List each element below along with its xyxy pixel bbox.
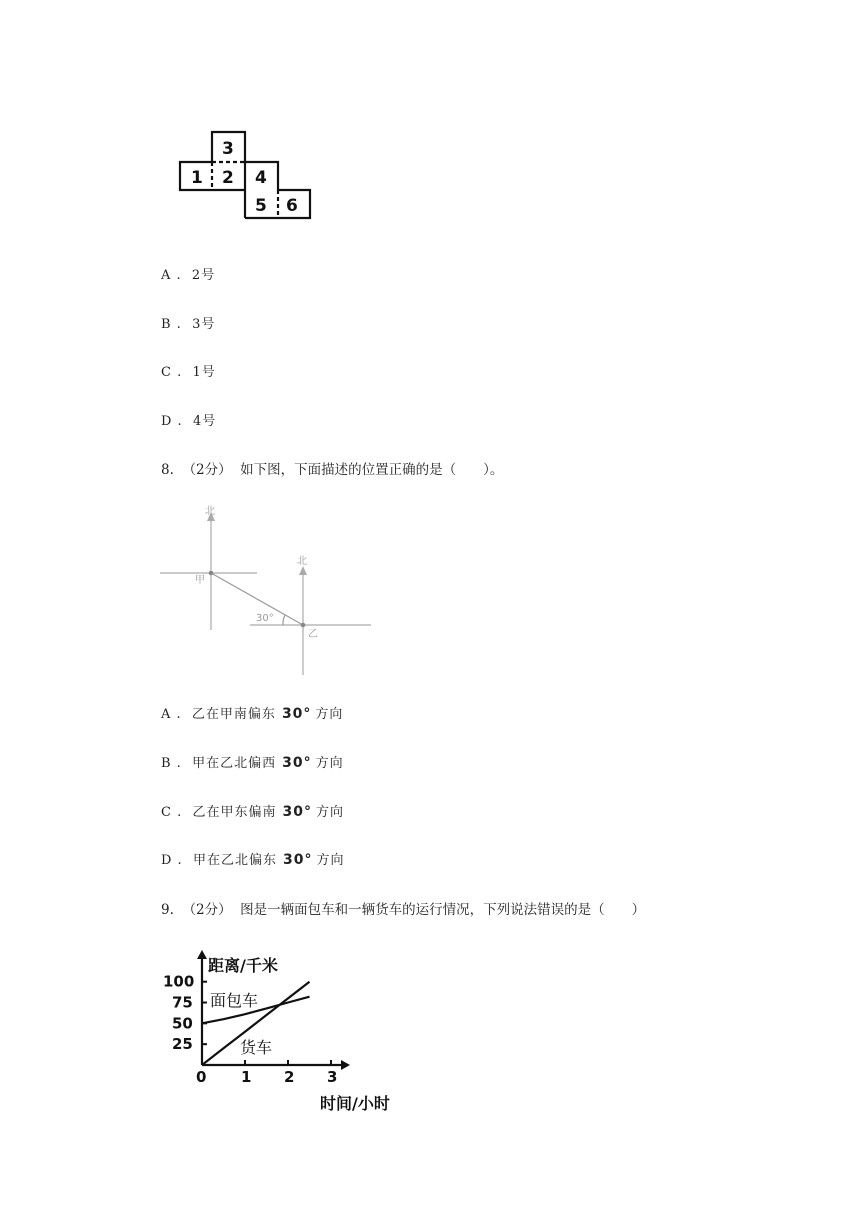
y-axis-arrow	[197, 950, 207, 959]
option-letter: C .	[161, 365, 183, 380]
option-text: 2号	[191, 268, 216, 283]
x-tick-label: 1	[241, 1068, 252, 1086]
q8-option-c[interactable]	[161, 801, 344, 820]
x-axis-arrow	[341, 1060, 350, 1070]
q7-option-a[interactable]	[161, 264, 215, 283]
option-letter: C .	[161, 805, 183, 820]
question-number: 9.	[161, 902, 174, 918]
x-tick-label: 0	[196, 1068, 207, 1086]
q8-option-d[interactable]	[161, 849, 344, 868]
cube-net-figure	[170, 125, 320, 225]
series-label-minibus: 面包车	[210, 991, 259, 1010]
question-text: 图是一辆面包车和一辆货车的运行情况，下列说法错误的是（ ）	[240, 902, 646, 918]
option-angle: 30°	[282, 755, 312, 771]
net-square-3: 3	[222, 139, 234, 159]
question-number: 8.	[161, 462, 174, 478]
option-suffix: 方向	[315, 805, 344, 820]
q8-stem	[161, 458, 503, 478]
q9-stem	[161, 898, 645, 918]
y-tick-label: 100	[163, 972, 195, 991]
q7-option-d[interactable]	[161, 410, 216, 429]
q8-option-b[interactable]	[161, 752, 344, 771]
option-letter: A .	[161, 268, 182, 283]
y-axis-title: 距离/千米	[208, 956, 278, 975]
series-label-truck: 货车	[240, 1038, 273, 1057]
option-letter: D .	[161, 414, 183, 429]
angle-label: 30°	[256, 613, 274, 624]
direction-figure	[155, 500, 380, 680]
x-axis-title: 时间/小时	[320, 1094, 390, 1113]
option-letter: D .	[161, 853, 183, 868]
net-square-1: 1	[191, 168, 203, 188]
net-square-2: 2	[222, 168, 234, 188]
q7-option-b[interactable]	[161, 313, 215, 332]
option-suffix: 方向	[315, 756, 344, 771]
option-angle: 30°	[281, 706, 312, 722]
option-suffix: 方向	[315, 707, 344, 722]
x-tick-label: 2	[284, 1068, 295, 1086]
q7-option-c[interactable]	[161, 361, 216, 380]
q8-option-a[interactable]	[161, 703, 343, 722]
question-score: （2分）	[182, 902, 232, 918]
option-text: 1号	[192, 365, 216, 380]
net-square-6: 6	[286, 196, 298, 216]
y-tick-label: 50	[172, 1014, 193, 1033]
net-square-4: 4	[255, 168, 267, 188]
option-text: 乙在甲南偏东	[191, 707, 276, 722]
point-yi-label: 乙	[308, 629, 318, 640]
question-text: 如下图，下面描述的位置正确的是（ ）。	[240, 462, 504, 478]
point-jia-label: 甲	[195, 575, 205, 586]
option-text: 4号	[192, 414, 217, 429]
option-letter: B .	[161, 317, 182, 332]
option-text: 甲在乙北偏东	[192, 853, 277, 868]
distance-time-chart	[160, 945, 430, 1125]
option-letter: B .	[161, 756, 182, 771]
north-label-yi: 北	[297, 556, 307, 567]
option-text: 3号	[192, 317, 216, 332]
net-square-5: 5	[255, 196, 267, 216]
option-angle: 30°	[282, 804, 312, 820]
y-tick-label: 25	[172, 1035, 193, 1054]
north-label-jia: 北	[205, 506, 215, 517]
option-letter: A .	[161, 707, 182, 722]
option-text: 乙在甲东偏南	[192, 805, 277, 820]
option-angle: 30°	[282, 852, 313, 868]
question-score: （2分）	[182, 462, 232, 478]
option-text: 甲在乙北偏西	[192, 756, 277, 771]
x-tick-label: 3	[327, 1068, 338, 1086]
y-tick-label: 75	[172, 993, 193, 1012]
option-suffix: 方向	[316, 853, 345, 868]
